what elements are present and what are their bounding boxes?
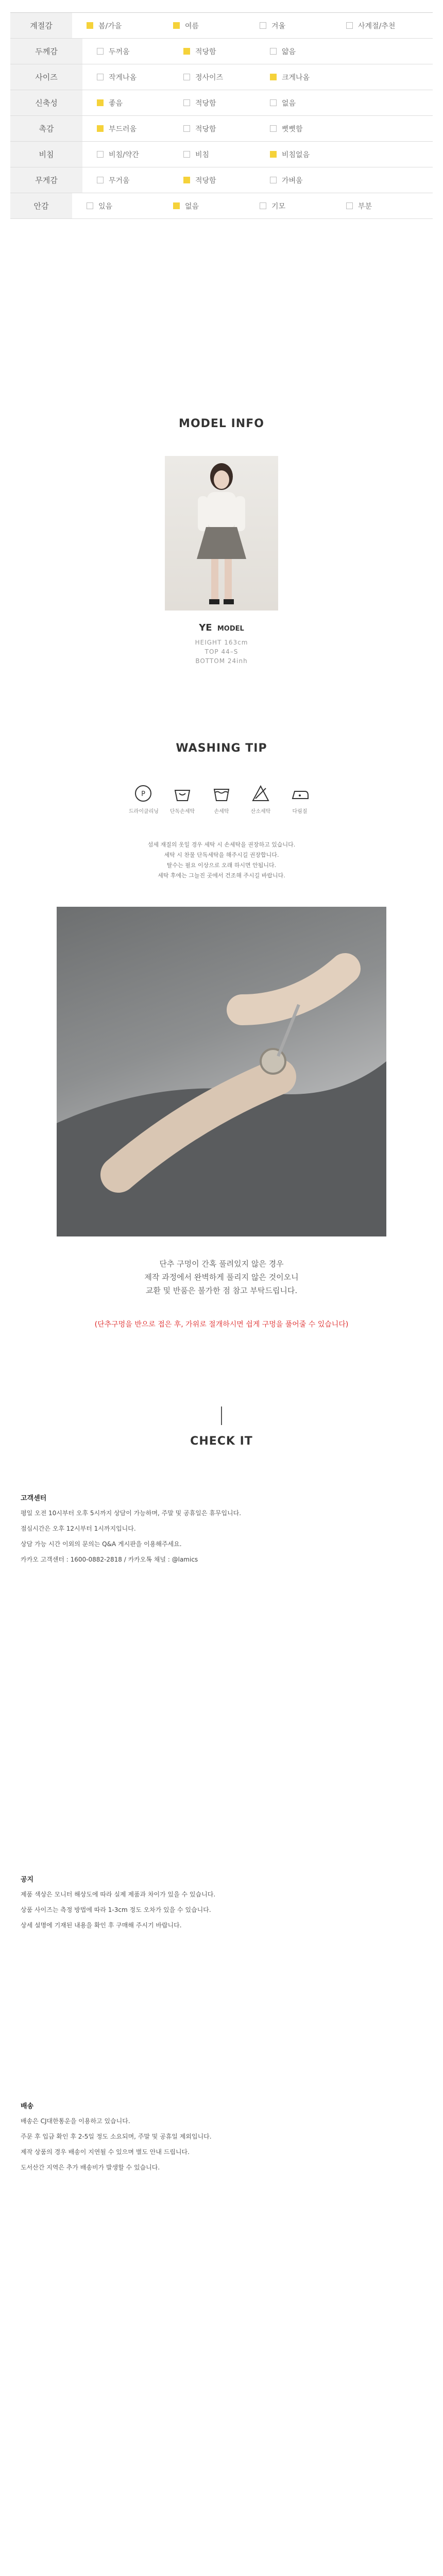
notice-block bbox=[21, 2102, 422, 2178]
bleach-icon bbox=[246, 783, 275, 804]
spec-option bbox=[183, 98, 270, 108]
spec-option-label: 뻣뻣함 bbox=[282, 125, 303, 133]
spec-options bbox=[82, 142, 433, 167]
spec-option bbox=[97, 124, 183, 134]
spec-option-label: 크게나옴 bbox=[282, 73, 310, 82]
buttonhole-note-line: 제작 과정에서 완벽하게 풀리지 않은 것이오니 bbox=[144, 1273, 299, 1282]
spec-option-label: 없음 bbox=[185, 202, 199, 211]
spec-option bbox=[260, 201, 346, 211]
spec-option bbox=[183, 149, 270, 160]
svg-text:P: P bbox=[141, 790, 145, 798]
model-info-title: MODEL INFO bbox=[179, 417, 264, 430]
model-top: TOP 44–S bbox=[205, 648, 238, 655]
check-it-title: CHECK IT bbox=[190, 1435, 253, 1448]
model-height: HEIGHT 163cm bbox=[195, 639, 248, 646]
spec-options bbox=[82, 90, 433, 115]
spec-option bbox=[270, 124, 356, 134]
buttonhole-note bbox=[0, 1257, 443, 1297]
spec-option bbox=[183, 124, 270, 134]
wash-icons bbox=[129, 783, 314, 815]
checked-box-icon bbox=[183, 48, 190, 55]
spec-option-label: 여름 bbox=[185, 22, 199, 30]
spec-option-label: 얇음 bbox=[282, 47, 296, 56]
model-name-suffix: MODEL bbox=[217, 625, 244, 633]
spec-option-label: 가벼움 bbox=[282, 176, 303, 185]
spec-option bbox=[270, 46, 356, 57]
notice-line: 상담 가능 시간 이외의 문의는 Q&A 게시판을 이용해주세요. bbox=[21, 1540, 182, 1548]
spec-option-label: 좋음 bbox=[109, 99, 123, 108]
checkbox-icon bbox=[97, 177, 104, 183]
checkbox-icon bbox=[183, 151, 190, 158]
checkbox-icon bbox=[87, 202, 93, 209]
spec-options bbox=[82, 116, 433, 141]
spec-option bbox=[270, 72, 356, 82]
wash-text-line: 탈수는 필요 이상으로 오래 하시면 안됩니다. bbox=[166, 862, 277, 869]
spec-option-label: 사계절/추천 bbox=[358, 22, 396, 30]
wash-text-line: 세탁 시 찬물 단독세탁을 해주시길 권장합니다. bbox=[164, 852, 279, 858]
spec-label: 계절감 bbox=[10, 13, 72, 38]
spec-label: 무게감 bbox=[10, 167, 82, 193]
wash-item-label: 단독손세탁 bbox=[169, 809, 195, 815]
spec-option bbox=[260, 21, 346, 31]
spec-row bbox=[10, 193, 433, 219]
checkbox-icon bbox=[270, 125, 277, 132]
spec-option-label: 없음 bbox=[282, 99, 296, 108]
spec-options bbox=[72, 193, 433, 218]
checkbox-icon bbox=[270, 177, 277, 183]
wash-item bbox=[207, 783, 236, 815]
notice-block bbox=[21, 1875, 422, 1936]
checkbox-icon bbox=[97, 48, 104, 55]
model-photo bbox=[165, 456, 278, 611]
checkbox-icon bbox=[346, 202, 353, 209]
spec-option-label: 봄/가을 bbox=[98, 22, 122, 30]
model-bottom: BOTTOM 24inh bbox=[195, 657, 248, 665]
notice-line: 평일 오전 10시부터 오후 5시까지 상담이 가능하며, 주말 및 공휴일은 휴무입니다. bbox=[21, 1510, 242, 1517]
spec-option-label: 정사이즈 bbox=[195, 73, 224, 82]
wash-text bbox=[0, 840, 443, 881]
spec-option-label: 적당함 bbox=[195, 99, 216, 108]
spec-label: 신축성 bbox=[10, 90, 82, 115]
spec-option-label: 있음 bbox=[98, 202, 113, 211]
checked-box-icon bbox=[173, 22, 180, 29]
notice-line: 상세 설명에 기재된 내용을 확인 후 구매해 주시기 바랍니다. bbox=[21, 1922, 182, 1929]
spec-option bbox=[183, 175, 270, 185]
notice-title: 공지 bbox=[21, 1876, 34, 1884]
spec-option-label: 비침/약간 bbox=[109, 150, 139, 159]
spec-row bbox=[10, 39, 433, 64]
spec-row bbox=[10, 90, 433, 116]
spec-option bbox=[270, 149, 356, 160]
checkbox-icon bbox=[346, 22, 353, 29]
spec-row bbox=[10, 13, 433, 39]
check-divider bbox=[221, 1406, 222, 1425]
spec-option-label: 무거움 bbox=[109, 176, 130, 185]
checkbox-icon bbox=[260, 202, 266, 209]
checked-box-icon bbox=[183, 177, 190, 183]
spec-option bbox=[183, 72, 270, 82]
checkbox-icon bbox=[270, 99, 277, 106]
spec-option-label: 부드러움 bbox=[109, 125, 137, 133]
wash-item bbox=[168, 783, 197, 815]
notice-line: 상품 사이즈는 측정 방법에 따라 1-3cm 정도 오차가 있을 수 있습니다. bbox=[21, 1906, 211, 1913]
wash-item-label: 손세탁 bbox=[214, 809, 229, 815]
notice-line: 주문 후 입금 확인 후 2-5일 정도 소요되며, 주말 및 공휴일 제외입니다. bbox=[21, 2133, 212, 2140]
checkbox-icon bbox=[97, 151, 104, 158]
buttonhole-note-line: 교환 및 반품은 불가한 점 참고 부탁드립니다. bbox=[145, 1286, 298, 1295]
spec-option bbox=[87, 201, 173, 211]
spec-option bbox=[87, 21, 173, 31]
spec-table bbox=[10, 12, 433, 219]
checkbox-icon bbox=[183, 125, 190, 132]
spec-row bbox=[10, 64, 433, 90]
checked-box-icon bbox=[97, 125, 104, 132]
checked-box-icon bbox=[97, 99, 104, 106]
buttonhole-note-line: 단추 구멍이 간혹 풀려있지 않은 경우 bbox=[159, 1259, 284, 1268]
spec-option-label: 기모 bbox=[271, 202, 286, 211]
spec-label: 안감 bbox=[10, 193, 72, 218]
spec-option bbox=[183, 46, 270, 57]
wash-item bbox=[246, 783, 275, 815]
spec-options bbox=[82, 64, 433, 90]
notice-block bbox=[21, 1494, 422, 1570]
spec-option-label: 적당함 bbox=[195, 125, 216, 133]
spec-option bbox=[270, 98, 356, 108]
notice-line: 제품 색상은 모니터 해상도에 따라 실제 제품과 차이가 있을 수 있습니다. bbox=[21, 1891, 216, 1898]
spec-options bbox=[72, 13, 433, 38]
wash-item-label: 다림질 bbox=[292, 809, 308, 815]
spec-label: 촉감 bbox=[10, 116, 82, 141]
spec-option bbox=[173, 21, 260, 31]
spec-row bbox=[10, 167, 433, 193]
checked-box-icon bbox=[173, 202, 180, 209]
checkbox-icon bbox=[183, 74, 190, 80]
spec-option bbox=[173, 201, 260, 211]
spec-option-label: 적당함 bbox=[195, 47, 216, 56]
spec-option bbox=[97, 46, 183, 57]
notice-title: 고객센터 bbox=[21, 1495, 47, 1502]
washing-tip-title: WASHING TIP bbox=[176, 742, 267, 755]
notice-line: 제작 상품의 경우 배송이 지연될 수 있으며 별도 안내 드립니다. bbox=[21, 2148, 190, 2156]
machine-wash-icon bbox=[207, 783, 236, 804]
wash-text-line: 세탁 후에는 그늘진 곳에서 건조해 주시길 바랍니다. bbox=[158, 872, 285, 879]
model-name-text: YE bbox=[199, 622, 212, 633]
spec-options bbox=[82, 39, 433, 64]
dry-clean-icon bbox=[129, 783, 158, 804]
dryer-icon bbox=[285, 783, 314, 804]
spec-row bbox=[10, 116, 433, 142]
spec-option-label: 작게나옴 bbox=[109, 73, 137, 82]
spec-option bbox=[97, 72, 183, 82]
spec-option bbox=[346, 201, 433, 211]
checkbox-icon bbox=[183, 99, 190, 106]
spec-option bbox=[270, 175, 356, 185]
spec-option-label: 겨울 bbox=[271, 22, 286, 30]
notice-line: 카카오 고객센터 : 1600-0882-2818 / 카카오톡 채널 : @lamics bbox=[21, 1556, 198, 1563]
notice-title: 배송 bbox=[21, 2103, 34, 2110]
notice-line: 배송은 CJ대한통운을 이용하고 있습니다. bbox=[21, 2117, 130, 2125]
spec-option-label: 두꺼움 bbox=[109, 47, 130, 56]
wash-item-label: 드라이클리닝 bbox=[129, 809, 159, 815]
spec-option-label: 비침 bbox=[195, 150, 210, 159]
spec-option bbox=[97, 149, 183, 160]
spec-option bbox=[97, 98, 183, 108]
spec-option-label: 적당함 bbox=[195, 176, 216, 185]
spec-label: 비침 bbox=[10, 142, 82, 167]
spec-options bbox=[82, 167, 433, 193]
spec-label: 두께감 bbox=[10, 39, 82, 64]
model-name bbox=[0, 622, 443, 633]
hand-wash-icon bbox=[168, 783, 197, 804]
notice-line: 점심시간은 오후 12시부터 1시까지입니다. bbox=[21, 1525, 136, 1532]
wash-item bbox=[285, 783, 314, 815]
spec-option bbox=[346, 21, 433, 31]
checkbox-icon bbox=[270, 48, 277, 55]
button-closeup-photo bbox=[57, 907, 386, 1236]
spec-option-label: 비침없음 bbox=[282, 150, 310, 159]
checked-box-icon bbox=[270, 151, 277, 158]
spec-option-label: 부분 bbox=[358, 202, 372, 211]
spec-option bbox=[97, 175, 183, 185]
spec-row bbox=[10, 142, 433, 167]
checked-box-icon bbox=[270, 74, 277, 80]
checkbox-icon bbox=[260, 22, 266, 29]
spec-label: 사이즈 bbox=[10, 64, 82, 90]
buttonhole-warning: (단추구멍을 반으로 접은 후, 가위로 절개하시면 쉽게 구멍을 풀어줄 수 있습니다) bbox=[94, 1320, 349, 1329]
wash-item-label: 산소세탁 bbox=[250, 809, 271, 815]
wash-item bbox=[129, 783, 158, 815]
notice-line: 도서산간 지역은 추가 배송비가 발생할 수 있습니다. bbox=[21, 2164, 160, 2171]
checked-box-icon bbox=[87, 22, 93, 29]
checkbox-icon bbox=[97, 74, 104, 80]
wash-text-line: 섬세 재질의 옷일 경우 세탁 시 손세탁을 권장하고 있습니다. bbox=[147, 841, 296, 848]
